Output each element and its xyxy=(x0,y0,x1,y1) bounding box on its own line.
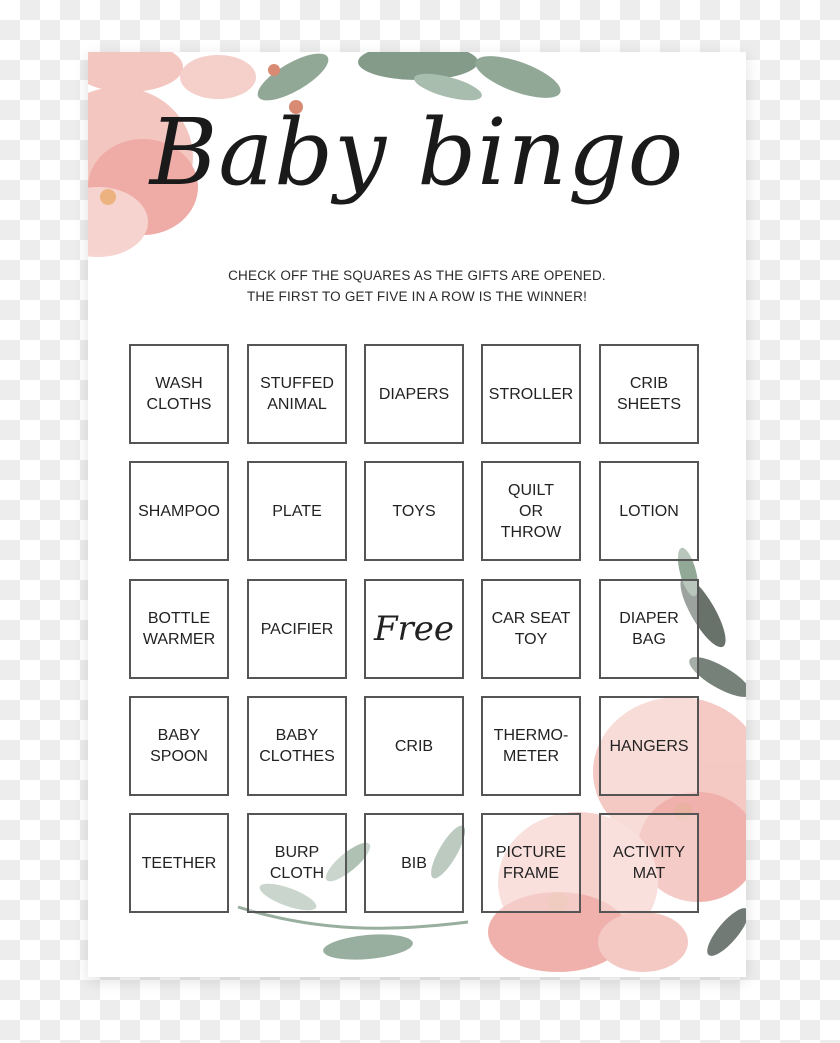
bingo-square[interactable]: THERMO- METER xyxy=(481,696,581,796)
bingo-square[interactable]: BABY CLOTHES xyxy=(247,696,347,796)
bingo-square[interactable]: STROLLER xyxy=(481,344,581,444)
bingo-square[interactable]: CRIB xyxy=(364,696,464,796)
page-title: Baby bingo xyxy=(149,99,685,206)
bingo-square[interactable]: PICTURE FRAME xyxy=(481,813,581,913)
bingo-square[interactable]: BURP CLOTH xyxy=(247,813,347,913)
bingo-card xyxy=(88,52,746,977)
bingo-square[interactable]: CRIB SHEETS xyxy=(599,344,699,444)
instructions-line-1: CHECK OFF THE SQUARES AS THE GIFTS ARE OPENED. xyxy=(228,268,606,283)
bingo-grid xyxy=(129,344,703,917)
bingo-square[interactable]: QUILT OR THROW xyxy=(481,461,581,561)
bingo-square[interactable]: PLATE xyxy=(247,461,347,561)
bingo-square[interactable]: BOTTLE WARMER xyxy=(129,579,229,679)
bingo-square[interactable]: HANGERS xyxy=(599,696,699,796)
bingo-square[interactable]: BABY SPOON xyxy=(129,696,229,796)
bingo-square[interactable]: LOTION xyxy=(599,461,699,561)
bingo-square[interactable]: DIAPERS xyxy=(364,344,464,444)
bingo-square[interactable]: DIAPER BAG xyxy=(599,579,699,679)
bingo-square[interactable]: TOYS xyxy=(364,461,464,561)
bingo-square[interactable]: BIB xyxy=(364,813,464,913)
bingo-square[interactable]: SHAMPOO xyxy=(129,461,229,561)
free-square[interactable]: Free xyxy=(364,579,464,679)
bingo-square[interactable]: ACTIVITY MAT xyxy=(599,813,699,913)
bingo-square[interactable]: TEETHER xyxy=(129,813,229,913)
bingo-square[interactable]: PACIFIER xyxy=(247,579,347,679)
instructions-line-2: THE FIRST TO GET FIVE IN A ROW IS THE WINNER! xyxy=(246,289,588,304)
bingo-square[interactable]: WASH CLOTHS xyxy=(129,344,229,444)
bingo-square[interactable]: STUFFED ANIMAL xyxy=(247,344,347,444)
instructions xyxy=(88,265,746,307)
bingo-square[interactable]: CAR SEAT TOY xyxy=(481,579,581,679)
